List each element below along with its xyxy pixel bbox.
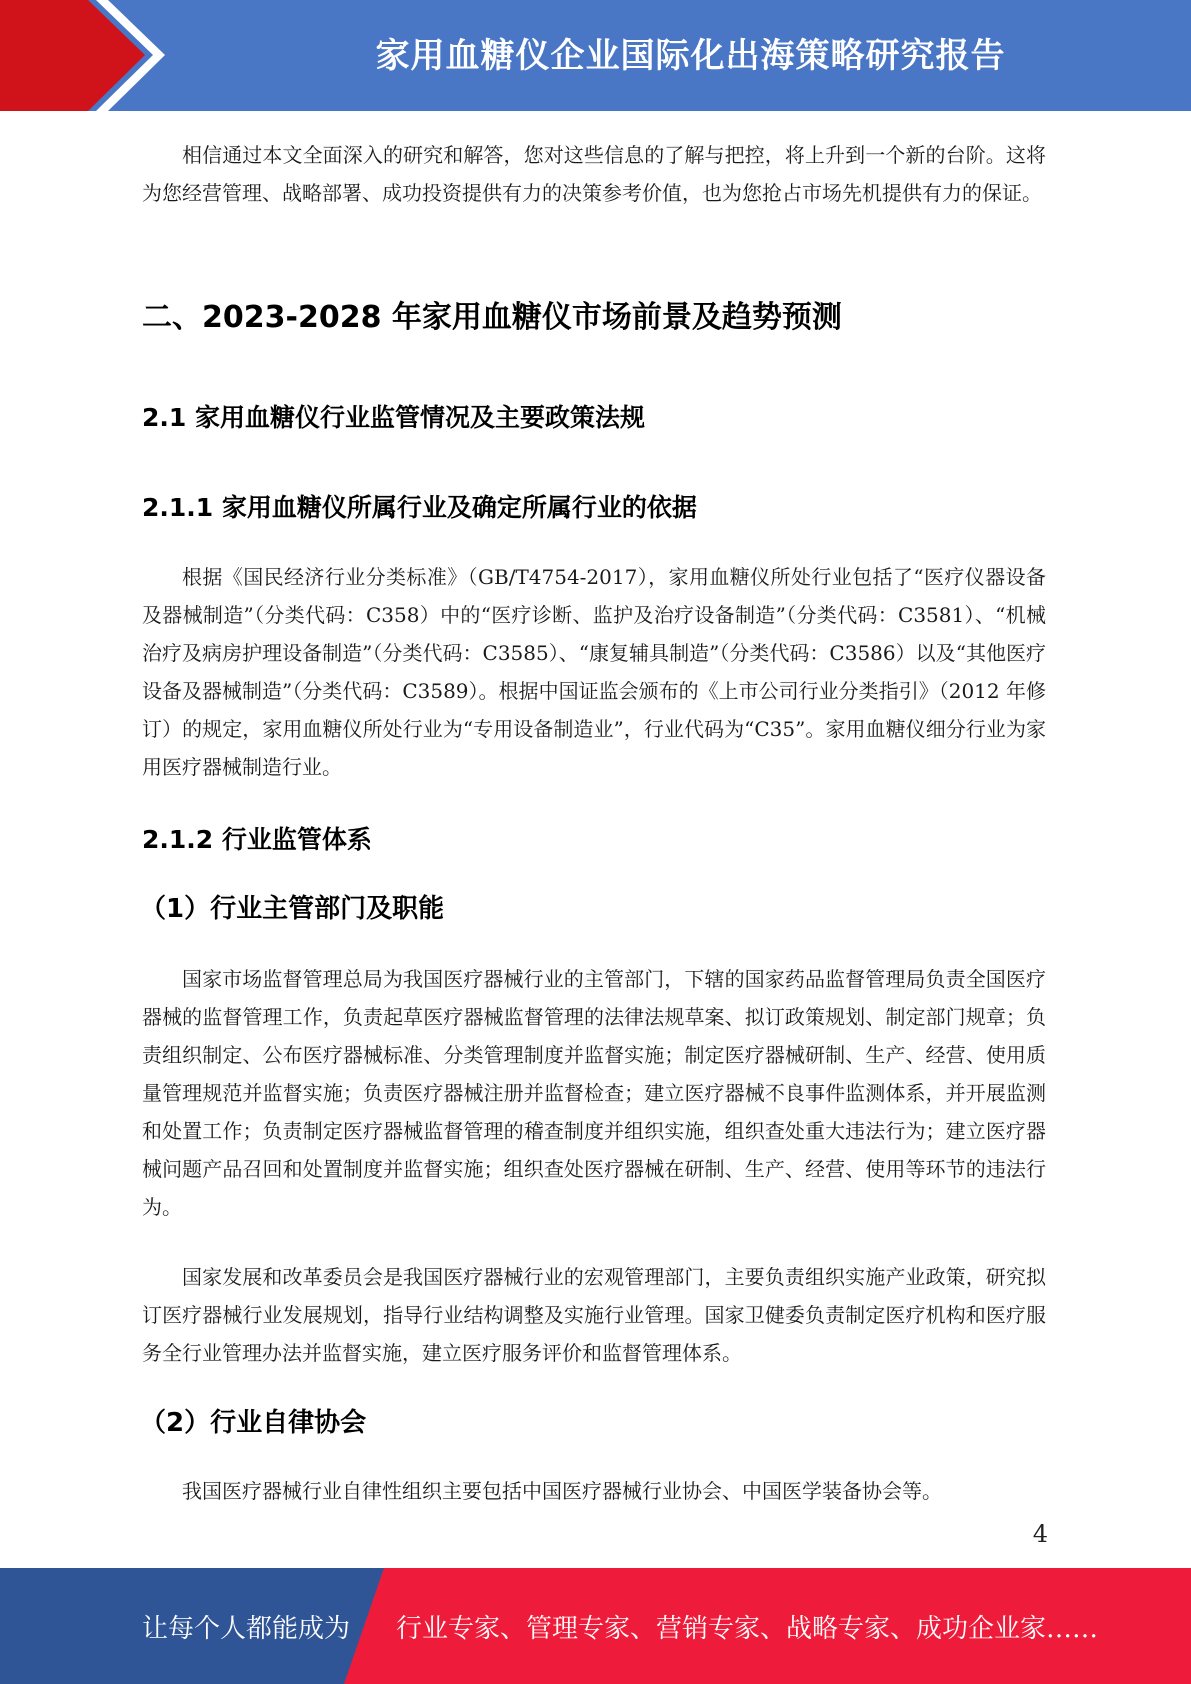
paragraph-associations: 我国医疗器械行业自律性组织主要包括中国医疗器械行业协会、中国医学装备协会等。 <box>182 1479 942 1503</box>
section-heading-2-1: 2.1 家用血糖仪行业监管情况及主要政策法规 <box>142 403 645 432</box>
intro-paragraph: 相信通过本文全面深入的研究和解答，您对这些信息的了解与把控，将上升到一个新的台阶。这将为您经营管理、战略部署、成功投资提供有力的决策参考价值，也为您抢占市场先机提供有力的保证。 <box>142 143 1046 205</box>
footer-slogan-left: 让每个人都能成为 <box>142 1613 351 1644</box>
subheading-associations: （2）行业自律协会 <box>140 1408 367 1438</box>
page-number: 4 <box>1032 1520 1048 1548</box>
section-heading-2-1-2: 2.1.2 行业监管体系 <box>142 825 372 854</box>
footer-slogan-right: 行业专家、管理专家、营销专家、战略专家、成功企业家…… <box>396 1613 1099 1644</box>
paragraph-industry-classification: 根据《国民经济行业分类标准》（GB/T4754-2017），家用血糖仪所处行业包括了“医疗仪器设备及器械制造”（分类代码：C358）中的“医疗诊断、监护及治疗设备制造”（分类代码：C3581）、“机械治疗及病房护理设备制造”（分类代码：C3585）、“康复辅具制造”（分类代码：C3586）以及“其他医疗设备及器械制造”（分类代码：C3589）。根据中国证监会颁布的《上市公司行业分类指引》（2012 年修订）的规定，家用血糖仪所处行业为“专用设备制造业”，行业代码为“C35”。家用血糖仪细分行业为家用医疗器械制造行业。 <box>142 565 1046 779</box>
report-title: 家用血糖仪企业国际化出海策略研究报告 <box>375 35 1006 76</box>
subheading-authorities: （1）行业主管部门及职能 <box>140 894 445 924</box>
page-header <box>0 0 1191 111</box>
paragraph-authority-samr: 国家市场监督管理总局为我国医疗器械行业的主管部门，下辖的国家药品监督管理局负责全国医疗器械的监督管理工作，负责起草医疗器械监督管理的法律法规草案、拟订政策规划、制定部门规章；负责组织制定、公布医疗器械标准、分类管理制度并监督实施；制定医疗器械研制、生产、经营、使用质量管理规范并监督实施；负责医疗器械注册并监督检查；建立医疗器械不良事件监测体系，并开展监测和处置工作；负责制定医疗器械监督管理的稽查制度并组织实施，组织查处重大违法行为；建立医疗器械问题产品召回和处置制度并监督实施；组织查处医疗器械在研制、生产、经营、使用等环节的违法行为。 <box>142 967 1046 1219</box>
chapter-heading: 二、2023-2028 年家用血糖仪市场前景及趋势预测 <box>142 300 842 335</box>
paragraph-authority-ndrc: 国家发展和改革委员会是我国医疗器械行业的宏观管理部门，主要负责组织实施产业政策，研究拟订医疗器械行业发展规划，指导行业结构调整及实施行业管理。国家卫健委负责制定医疗机构和医疗服务全行业管理办法并监督实施，建立医疗服务评价和监督管理体系。 <box>142 1265 1046 1365</box>
header-arrow-graphic <box>0 0 200 111</box>
page-footer <box>0 1568 1191 1684</box>
section-heading-2-1-1: 2.1.1 家用血糖仪所属行业及确定所属行业的依据 <box>142 493 697 522</box>
